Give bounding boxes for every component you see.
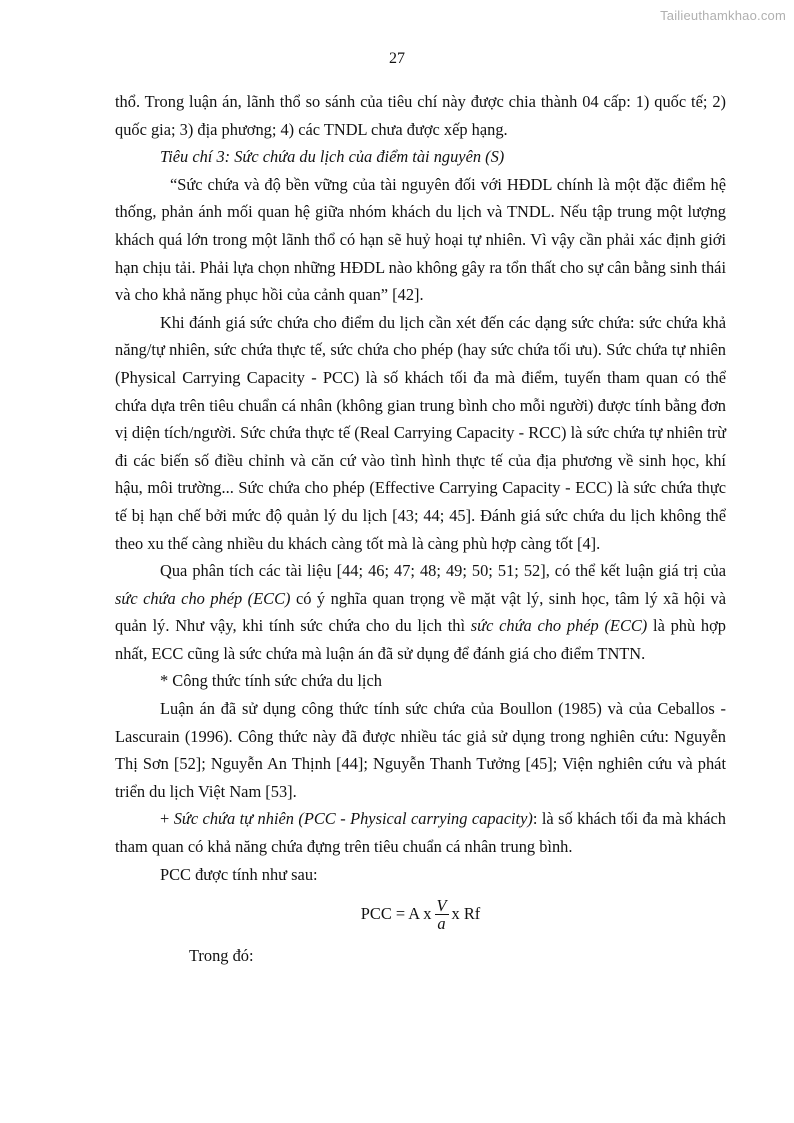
- page-number: 27: [389, 50, 405, 67]
- formula-fraction: [435, 897, 449, 932]
- ecc-term-2: sức chứa cho phép (ECC): [470, 616, 648, 636]
- pcc-formula: [115, 892, 726, 936]
- paragraph-continuation: thổ. Trong luận án, lãnh thổ so sánh của tiêu chí này được chia thành 04 cấp: 1) quốc tế; 2) quốc gia; 3) địa phương; 4) các TNDL chưa được xếp hạng.: [115, 92, 726, 139]
- pcc-intro: PCC được tính như sau:: [160, 864, 318, 884]
- ecc-text-a: Qua phân tích các tài liệu [44; 46; 47; 48; 49; 50; 51; 52], có thể kết luận giá trị của: [160, 561, 726, 581]
- watermark: Tailieuthamkhao.com: [660, 8, 786, 23]
- formula-rhs: x Rf: [451, 904, 481, 924]
- carrying-capacity-paragraph: Khi đánh giá sức chứa cho điểm du lịch cần xét đến các dạng sức chứa: sức chứa khả năng/tự nhiên, sức chứa thực tế, sức chứa cho phép (hay sức chứa tối ưu). Sức chứa tự nhiên (Physical Carrying Capacity - PCC) là số khách tối đa mà điểm, tuyến tham quan có thể chứa dựa trên tiêu chuẩn cá nhân (không gian trung bình cho mỗi người) được tính bằng đơn vị diện tích/người. Sức chứa thực tế (Real Carrying Capacity - RCC) là sức chứa tự nhiên trừ đi các biến số điều chỉnh và căn cứ vào tình hình thực tế của địa phương về sinh học, khí hậu, môi trường... Sức chứa cho phép (Effective Carrying Capacity - ECC) là sức chứa thực tế bị hạn chế bởi mức độ quản lý du lịch [43; 44; 45]. Đánh giá sức chứa du lịch không thể theo xu thế càng nhiều du khách càng tốt mà là càng phù hợp càng tốt [4].: [115, 312, 726, 553]
- document-body: [115, 88, 726, 970]
- criterion-heading-text: Tiêu chí 3: Sức chứa du lịch của điểm tài nguyên (S): [160, 147, 505, 167]
- boullon-paragraph: Luận án đã sử dụng công thức tính sức chứa của Boullon (1985) và của Ceballos - Lascurain (1996). Công thức này đã được nhiều tác giả sử dụng trong nghiên cứu: Nguyễn Thị Sơn [52]; Nguyễn An Thịnh [44]; Nguyễn Thanh Tưởng [45]; Viện nghiên cứu và phát triển du lịch Việt Nam [53].: [115, 699, 726, 801]
- pcc-definition-text: : là số khách tối đa mà khách tham quan có khả năng chứa đựng trên tiêu chuẩn cá nhân trung bình.: [115, 809, 727, 857]
- pcc-plus: +: [160, 809, 174, 829]
- ecc-text-c: là phù hợp nhất, ECC cũng là sức chứa mà luận án đã sử dụng để đánh giá cho điểm TNTN.: [115, 616, 726, 663]
- formula-lhs: PCC = A x: [360, 904, 432, 924]
- pcc-term: Sức chứa tự nhiên (PCC - Physical carrying capacity): [173, 809, 533, 829]
- ecc-paragraph: [115, 557, 726, 667]
- ecc-term-1: sức chứa cho phép (ECC): [115, 588, 291, 608]
- where-label: Trong đó:: [189, 946, 254, 966]
- formula-numerator: V: [436, 895, 447, 915]
- formula-denominator: a: [437, 913, 446, 933]
- quote-paragraph: “Sức chứa và độ bền vững của tài nguyên đối với HĐDL chính là một đặc điểm hệ thống, phản ánh mối quan hệ giữa nhóm khách du lịch và TNDL. Nếu tập trung một lượng khách quá lớn trong một lãnh thổ có hạn sẽ huỷ hoại tự nhiên. Vì vậy cần phải xác định giới hạn chịu tải. Phải lựa chọn những HĐDL nào không gây ra tổn thất cho sự cân bằng sinh thái và cho khả năng phục hồi của cảnh quan” [42].: [115, 174, 726, 305]
- ecc-text-b: có ý nghĩa quan trọng về mặt vật lý, sinh học, tâm lý xã hội và quản lý. Như vậy, khi tính sức chứa cho du lịch thì: [115, 588, 726, 636]
- formula-heading: * Công thức tính sức chứa du lịch: [160, 671, 382, 691]
- pcc-definition: [115, 805, 726, 860]
- criterion-heading: [115, 143, 726, 171]
